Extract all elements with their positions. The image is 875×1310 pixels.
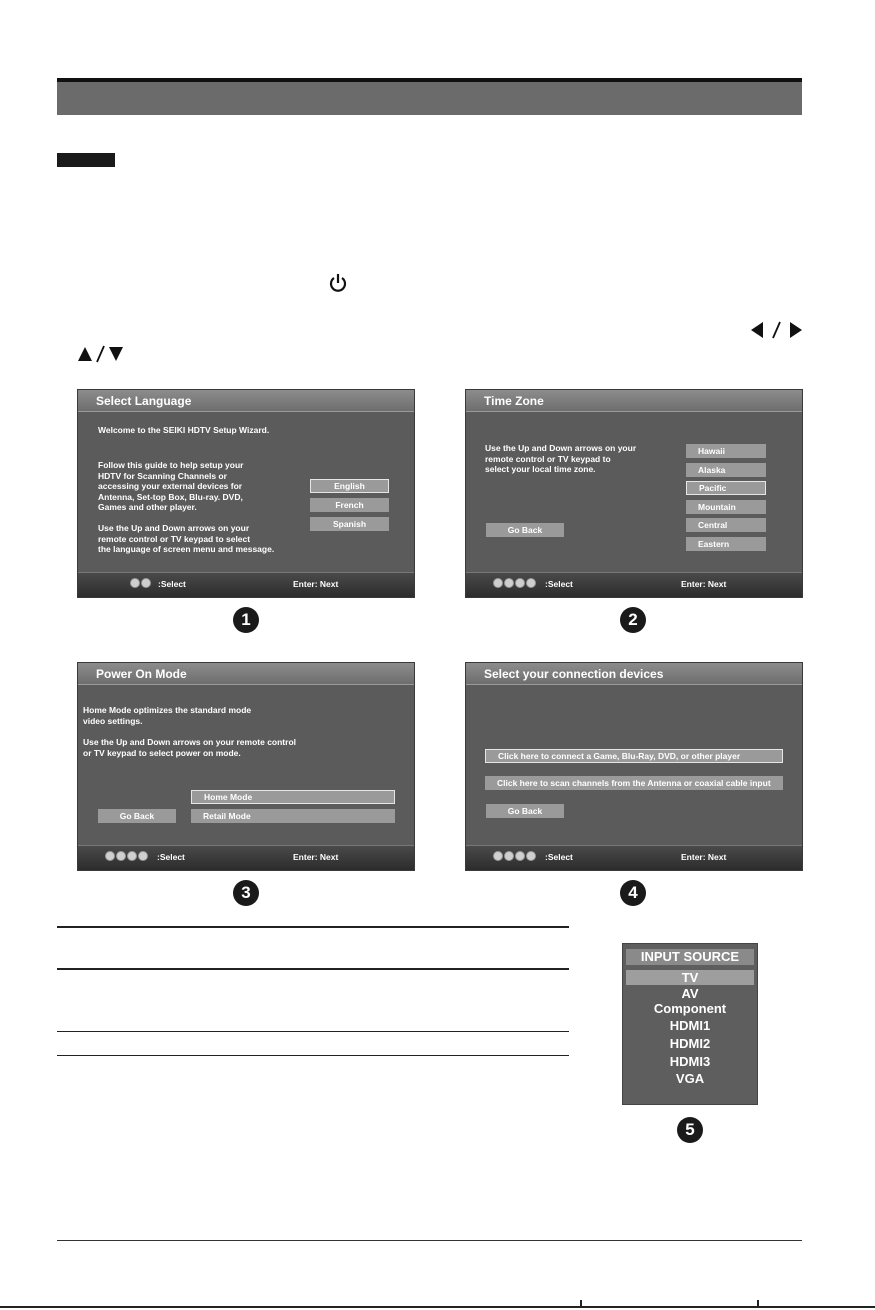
screen-footer bbox=[78, 572, 414, 597]
option-eastern[interactable]: Eastern bbox=[686, 537, 766, 551]
crop-mark bbox=[580, 1300, 582, 1306]
guide-text: Follow this guide to help setup your HDTV for Scanning Channels or accessing your external devices for Antenna, Set-top Box, Blu-ray. DVD, Games and other player. bbox=[98, 460, 244, 512]
step-number-4: 4 bbox=[620, 880, 646, 906]
screen-power-on-mode bbox=[77, 662, 415, 871]
next-hint: Enter: Next bbox=[681, 579, 727, 589]
go-back-button[interactable]: Go Back bbox=[98, 809, 176, 823]
next-hint: Enter: Next bbox=[293, 579, 339, 589]
screen-select-language bbox=[77, 389, 415, 598]
screen-title: Select Language bbox=[78, 390, 414, 411]
input-hdmi2[interactable]: HDMI2 bbox=[669, 1036, 711, 1051]
welcome-text: Welcome to the SEIKI HDTV Setup Wizard. bbox=[98, 425, 270, 435]
screen-footer bbox=[466, 572, 802, 597]
four-way-nav-icon bbox=[493, 851, 536, 861]
up-down-nav-icon bbox=[130, 578, 151, 588]
crop-mark bbox=[757, 1300, 759, 1306]
step-number-5: 5 bbox=[677, 1117, 703, 1143]
input-vga[interactable]: VGA bbox=[675, 1071, 705, 1086]
step-number-1: 1 bbox=[233, 607, 259, 633]
connect-player-button[interactable]: Click here to connect a Game, Blu-Ray, DVD, or other player bbox=[485, 749, 783, 763]
input-hdmi3[interactable]: HDMI3 bbox=[669, 1054, 711, 1069]
option-hawaii[interactable]: Hawaii bbox=[686, 444, 766, 458]
table-rule bbox=[57, 1031, 569, 1032]
up-down-arrows-icon bbox=[76, 344, 128, 364]
option-french[interactable]: French bbox=[310, 498, 389, 512]
select-hint: :Select bbox=[545, 852, 573, 862]
left-right-arrows-icon bbox=[749, 320, 804, 340]
input-hdmi1[interactable]: HDMI1 bbox=[669, 1018, 711, 1033]
option-english[interactable]: English bbox=[310, 479, 389, 493]
table-rule-header bbox=[57, 968, 569, 970]
option-mountain[interactable]: Mountain bbox=[686, 500, 766, 514]
instructions-text: Use the Up and Down arrows on your remote control or TV keypad to select the language of screen menu and message. bbox=[98, 523, 275, 554]
screen-title: Power On Mode bbox=[78, 663, 414, 684]
option-retail-mode[interactable]: Retail Mode bbox=[191, 809, 395, 823]
four-way-nav-icon bbox=[493, 578, 536, 588]
next-hint: Enter: Next bbox=[293, 852, 339, 862]
select-hint: :Select bbox=[158, 579, 186, 589]
instructions-text: Use the Up and Down arrows on your remote control or TV keypad to select power on mode. bbox=[83, 737, 296, 758]
screen-title: Select your connection devices bbox=[466, 663, 802, 684]
input-source-menu bbox=[622, 943, 758, 1105]
page-bottom-rule bbox=[57, 1240, 802, 1241]
instructions-text: Use the Up and Down arrows on your remote control or TV keypad to select your local time zone. bbox=[485, 443, 637, 474]
step-number-2: 2 bbox=[620, 607, 646, 633]
go-back-button[interactable]: Go Back bbox=[486, 804, 564, 818]
scan-channels-button[interactable]: Click here to scan channels from the Antenna or coaxial cable input bbox=[485, 776, 783, 790]
table-rule-bottom bbox=[57, 1055, 569, 1056]
input-tv[interactable]: TV bbox=[626, 970, 754, 985]
screen-footer bbox=[466, 845, 802, 870]
note-tab bbox=[57, 153, 115, 167]
screen-title: Time Zone bbox=[466, 390, 802, 411]
next-hint: Enter: Next bbox=[681, 852, 727, 862]
screen-time-zone bbox=[465, 389, 803, 598]
input-av[interactable]: AV bbox=[681, 986, 699, 1001]
section-header-bar bbox=[57, 82, 802, 115]
select-hint: :Select bbox=[545, 579, 573, 589]
option-spanish[interactable]: Spanish bbox=[310, 517, 389, 531]
go-back-button[interactable]: Go Back bbox=[486, 523, 564, 537]
screen-footer bbox=[78, 845, 414, 870]
power-icon bbox=[327, 272, 349, 294]
step-number-3: 3 bbox=[233, 880, 259, 906]
description-text: Home Mode optimizes the standard mode video settings. bbox=[83, 705, 252, 726]
option-central[interactable]: Central bbox=[686, 518, 766, 532]
option-alaska[interactable]: Alaska bbox=[686, 463, 766, 477]
input-component[interactable]: Component bbox=[653, 1001, 727, 1016]
table-rule-top bbox=[57, 926, 569, 928]
page-edge-line bbox=[0, 1306, 875, 1308]
input-source-header: INPUT SOURCE bbox=[626, 949, 754, 965]
four-way-nav-icon bbox=[105, 851, 148, 861]
select-hint: :Select bbox=[157, 852, 185, 862]
option-pacific[interactable]: Pacific bbox=[686, 481, 766, 495]
option-home-mode[interactable]: Home Mode bbox=[191, 790, 395, 804]
screen-connection-devices bbox=[465, 662, 803, 871]
